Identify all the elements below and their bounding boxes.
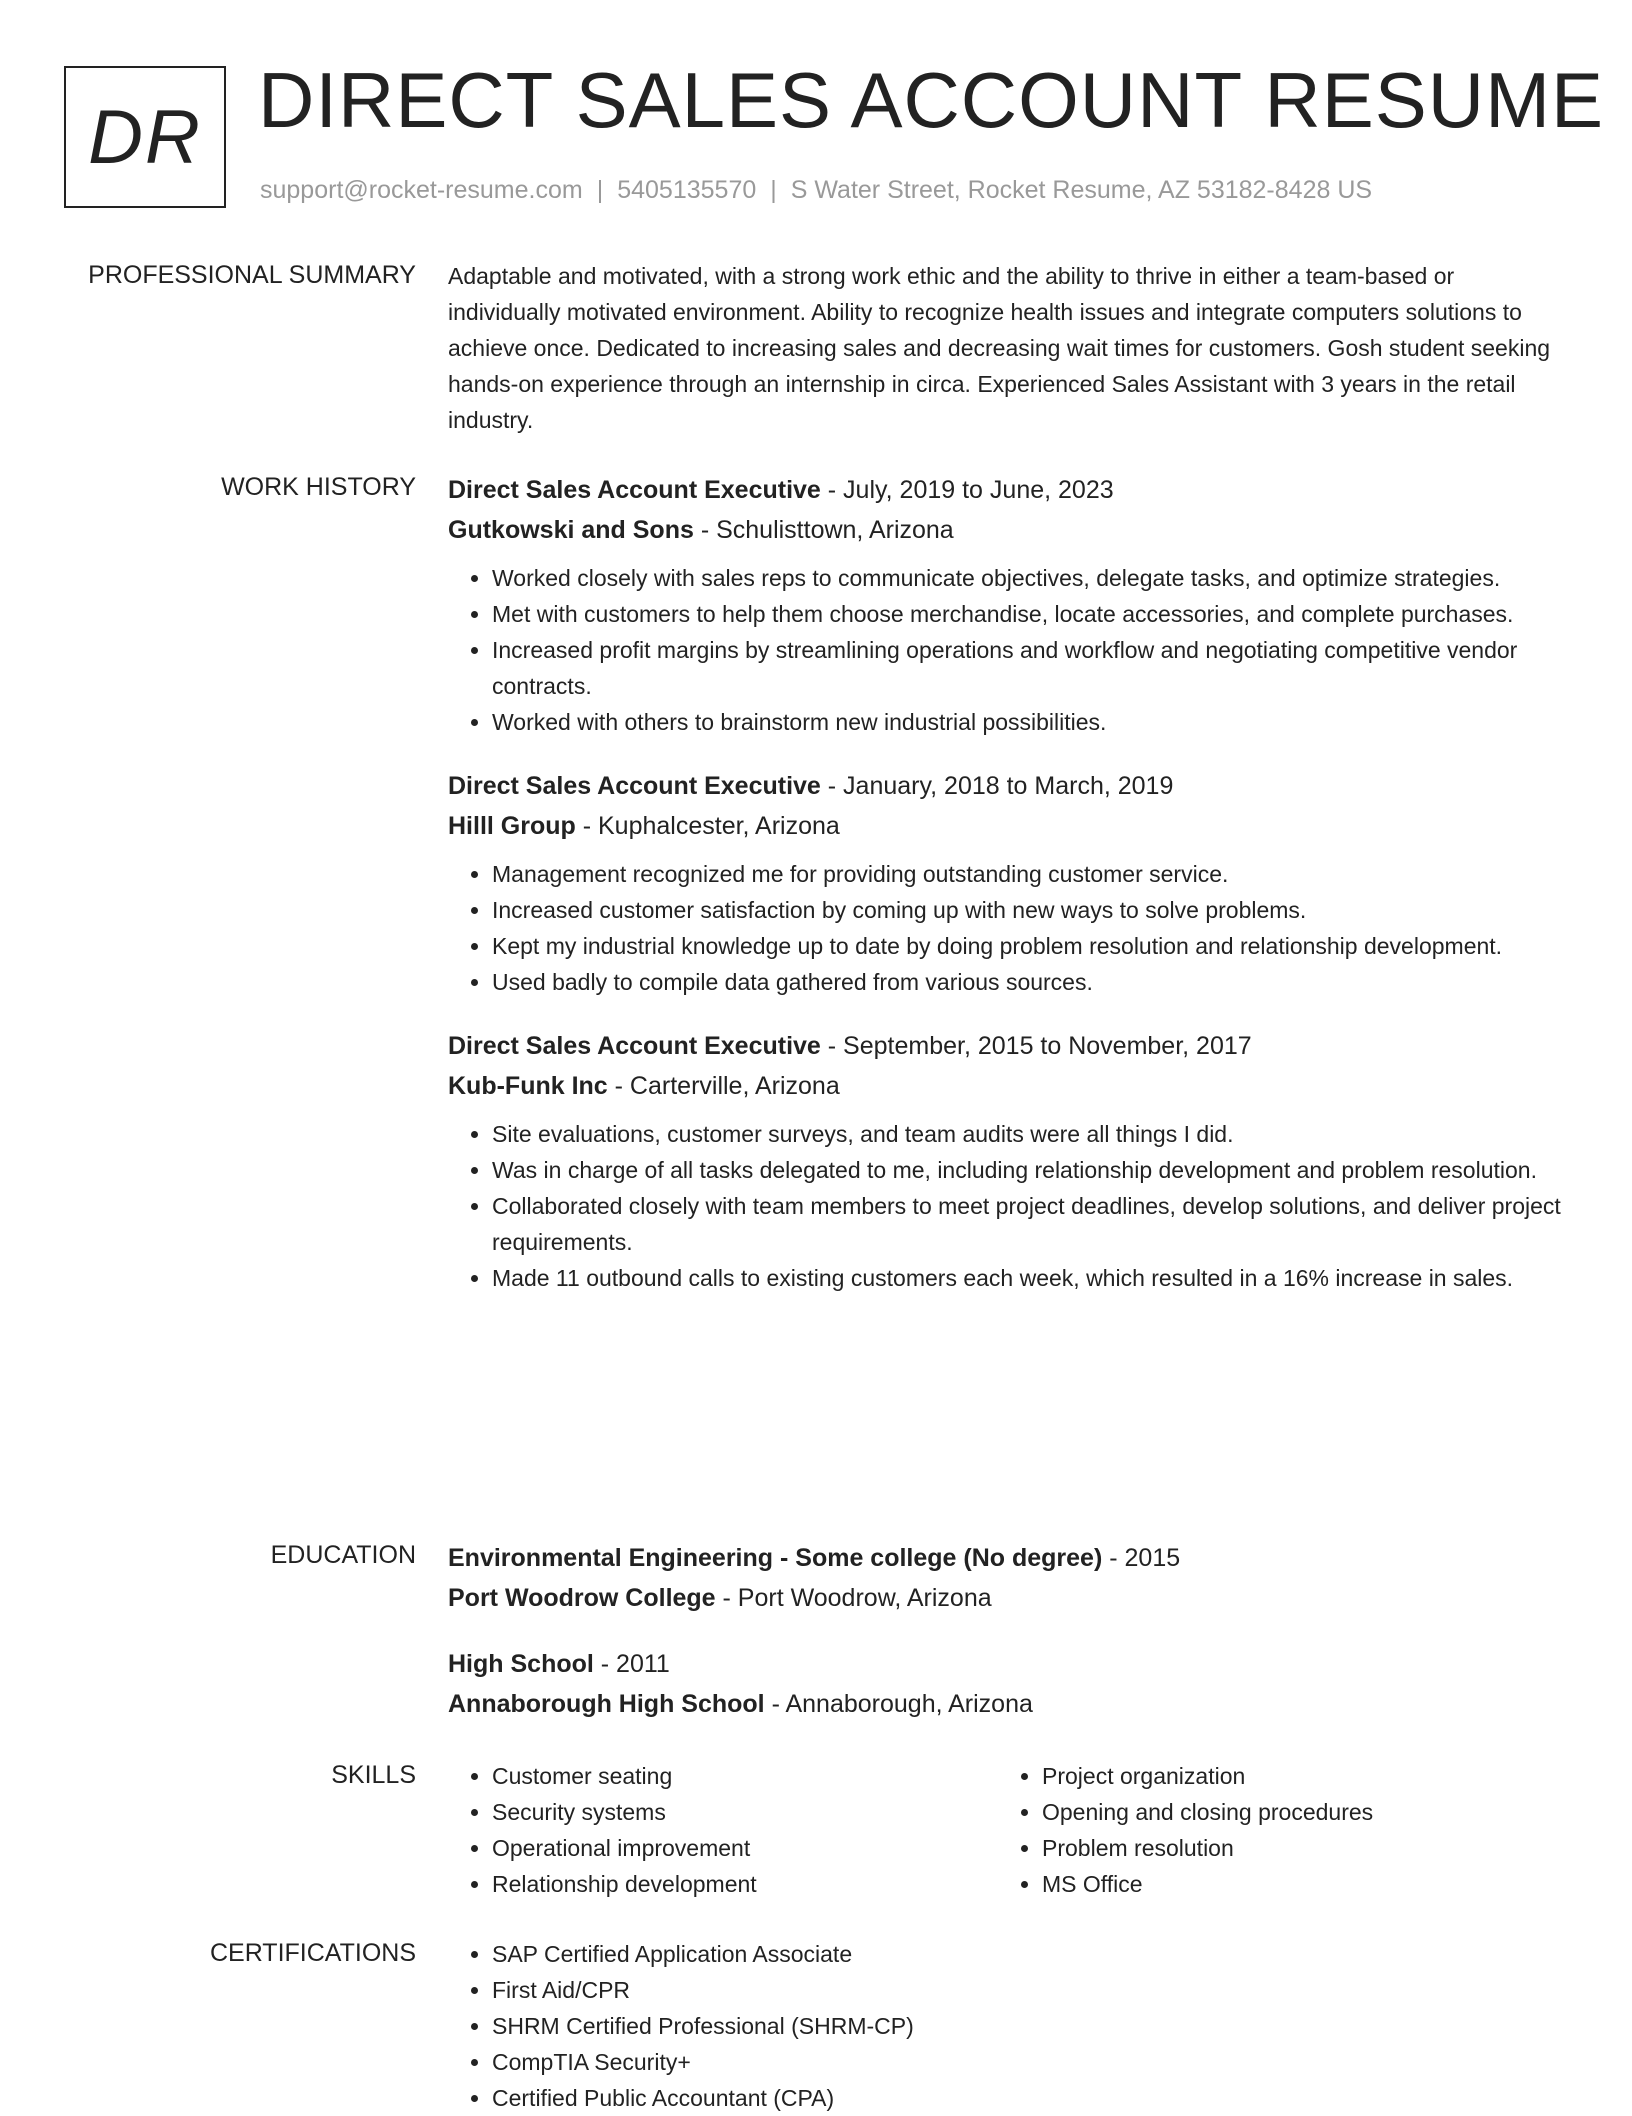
education-degree-line — [448, 1644, 1573, 1684]
education-year: - 2011 — [593, 1650, 670, 1678]
job-entry — [448, 766, 1573, 1000]
education-body — [448, 1538, 1573, 1750]
job-location: - Schulisttown, Arizona — [693, 516, 954, 544]
education-location: - Annaborough, Arizona — [764, 1690, 1033, 1718]
job-bullet: • Worked with others to brainstorm new industrial possibilities. — [492, 704, 1573, 740]
certification-item: • SHRM Certified Professional (SHRM-CP) — [492, 2008, 1492, 2044]
resume-title: DIRECT SALES ACCOUNT RESUME — [258, 56, 1605, 144]
skill-item: • Security systems — [492, 1794, 998, 1830]
job-bullet: • Collaborated closely with team members to meet project deadlines, develop solutions, and deliver project requirements. — [492, 1188, 1573, 1260]
job-company: Gutkowski and Sons — [448, 516, 694, 544]
skill-item: • Operational improvement — [492, 1830, 998, 1866]
contact-address: S Water Street, Rocket Resume, AZ 53182-8428 US — [790, 176, 1373, 204]
education-location: - Port Woodrow, Arizona — [715, 1584, 992, 1612]
skill-item: • Problem resolution — [1042, 1830, 1548, 1866]
contact-separator: | — [770, 176, 777, 204]
skills-list-left — [448, 1758, 998, 1902]
job-bullet: • Worked closely with sales reps to communicate objectives, delegate tasks, and optimize strategies. — [492, 560, 1573, 596]
job-bullet: • Increased customer satisfaction by coming up with new ways to solve problems. — [492, 892, 1573, 928]
job-title-line — [448, 766, 1573, 806]
job-bullet: • Used badly to compile data gathered from various sources. — [492, 964, 1573, 1000]
section-label-summary: PROFESSIONAL SUMMARY — [88, 261, 416, 289]
section-label-skills: SKILLS — [331, 1761, 416, 1789]
skills-body — [448, 1758, 1573, 1902]
job-company: Hilll Group — [448, 812, 576, 840]
job-title-line — [448, 1026, 1573, 1066]
job-title: Direct Sales Account Executive — [448, 476, 821, 504]
job-entry — [448, 470, 1573, 740]
contact-phone: 5405135570 — [617, 176, 757, 204]
monogram-initials: DR — [88, 94, 202, 180]
summary-text: Adaptable and motivated, with a strong work ethic and the ability to thrive in either a team-based or individually motivated environment. Ability to recognize health issues and integrate computers solutions to achieve once. Dedicated to increasing sales and decreasing wait times for customers. Gosh student seeking hands-on experience through an internship in circa. Experienced Sales Assistant with 3 years in the retail industry. — [448, 263, 1551, 433]
certification-item: • SAP Certified Application Associate — [492, 1936, 1492, 1972]
job-company: Kub-Funk Inc — [448, 1072, 608, 1100]
education-degree: Environmental Engineering - Some college (No degree) — [448, 1544, 1103, 1572]
contact-email: support@rocket-resume.com — [260, 176, 583, 204]
section-label-education: EDUCATION — [270, 1541, 416, 1569]
monogram-box — [64, 66, 226, 208]
job-bullet: • Made 11 outbound calls to existing customers each week, which resulted in a 16% increase in sales. — [492, 1260, 1573, 1296]
job-location: - Kuphalcester, Arizona — [575, 812, 840, 840]
education-school: Annaborough High School — [448, 1690, 765, 1718]
job-location: - Carterville, Arizona — [607, 1072, 840, 1100]
certification-item: • Certified Public Accountant (CPA) — [492, 2080, 1492, 2116]
skill-item: • Opening and closing procedures — [1042, 1794, 1548, 1830]
job-bullet: • Kept my industrial knowledge up to date by doing problem resolution and relationship development. — [492, 928, 1573, 964]
education-degree: High School — [448, 1650, 594, 1678]
work-history-body — [448, 470, 1573, 1322]
job-title-line — [448, 470, 1573, 510]
skill-item: • Relationship development — [492, 1866, 998, 1902]
job-bullet: • Met with customers to help them choose merchandise, locate accessories, and complete purchases. — [492, 596, 1573, 632]
education-entry — [448, 1538, 1573, 1618]
job-dates: - January, 2018 to March, 2019 — [820, 772, 1174, 800]
job-bullets — [448, 856, 1573, 1000]
job-bullets — [448, 560, 1573, 740]
education-school-line — [448, 1578, 1573, 1618]
job-bullet: • Was in charge of all tasks delegated to me, including relationship development and problem resolution. — [492, 1152, 1573, 1188]
job-entry — [448, 1026, 1573, 1296]
skill-item: • Project organization — [1042, 1758, 1548, 1794]
job-bullet: • Site evaluations, customer surveys, and team audits were all things I did. — [492, 1116, 1573, 1152]
job-bullets — [448, 1116, 1573, 1296]
education-year: - 2015 — [1102, 1544, 1181, 1572]
certification-item: • First Aid/CPR — [492, 1972, 1492, 2008]
contact-separator: | — [596, 176, 604, 204]
certifications-body — [448, 1936, 1573, 2116]
education-school-line — [448, 1684, 1573, 1724]
job-dates: - September, 2015 to November, 2017 — [820, 1032, 1252, 1060]
job-company-line — [448, 510, 1573, 550]
job-dates: - July, 2019 to June, 2023 — [820, 476, 1114, 504]
education-entry — [448, 1644, 1573, 1724]
section-label-certifications: CERTIFICATIONS — [209, 1939, 416, 1967]
education-degree-line — [448, 1538, 1573, 1578]
job-title: Direct Sales Account Executive — [448, 1032, 821, 1060]
job-company-line — [448, 806, 1573, 846]
section-label-work-history: WORK HISTORY — [221, 473, 416, 501]
skills-list-right — [998, 1758, 1548, 1902]
skill-item: • MS Office — [1042, 1866, 1548, 1902]
certification-item: • CompTIA Security+ — [492, 2044, 1492, 2080]
skill-item: • Customer seating — [492, 1758, 998, 1794]
job-title: Direct Sales Account Executive — [448, 772, 821, 800]
education-school: Port Woodrow College — [448, 1584, 716, 1612]
contact-line — [260, 176, 1372, 205]
job-company-line — [448, 1066, 1573, 1106]
certifications-list — [448, 1936, 1492, 2116]
job-bullet: • Management recognized me for providing outstanding customer service. — [492, 856, 1573, 892]
job-bullet: • Increased profit margins by streamlining operations and workflow and negotiating competitive vendor contracts. — [492, 632, 1573, 704]
